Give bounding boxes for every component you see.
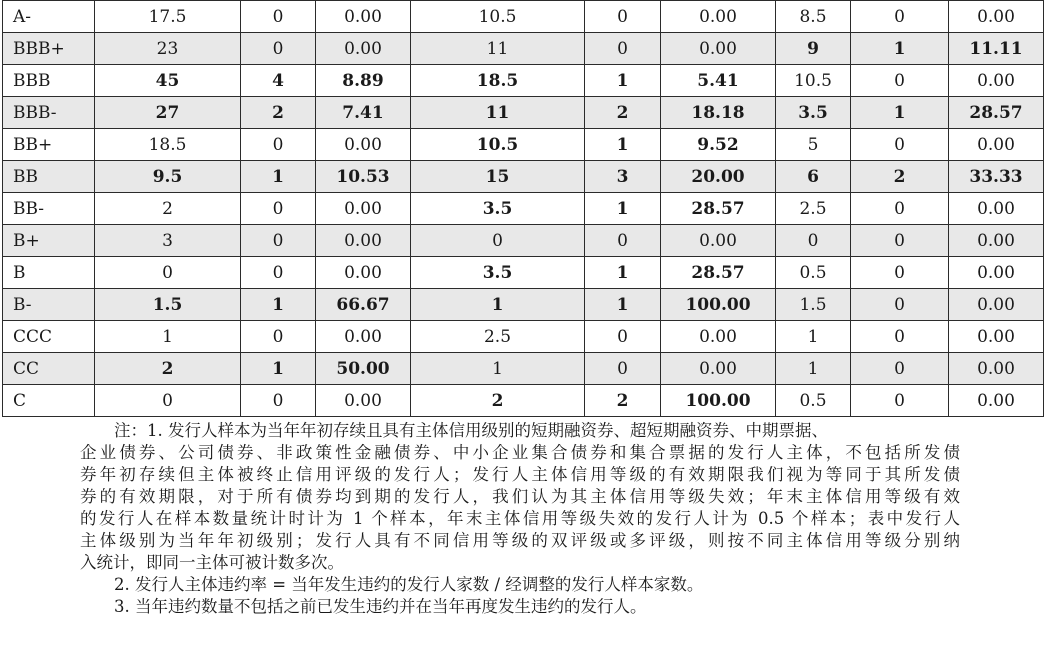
rating-cell: BBB <box>3 65 95 97</box>
table-cell: 23 <box>95 33 241 65</box>
table-cell: 2 <box>851 161 949 193</box>
table-cell: 0 <box>241 257 316 289</box>
table-cell: 0.00 <box>661 33 776 65</box>
rating-cell: B+ <box>3 225 95 257</box>
table-cell: 10.53 <box>316 161 411 193</box>
table-cell: 45 <box>95 65 241 97</box>
table-cell: 8.5 <box>776 1 851 33</box>
table-cell: 0 <box>851 257 949 289</box>
table-cell: 17.5 <box>95 1 241 33</box>
table-cell: 1 <box>411 353 585 385</box>
table-cell: 8.89 <box>316 65 411 97</box>
table-cell: 0 <box>585 321 661 353</box>
table-cell: 0.00 <box>949 257 1044 289</box>
table-cell: 0.00 <box>949 193 1044 225</box>
table-cell: 7.41 <box>316 97 411 129</box>
table-cell: 0.00 <box>949 225 1044 257</box>
rating-cell: BB+ <box>3 129 95 161</box>
table-cell: 18.18 <box>661 97 776 129</box>
table-cell: 0 <box>776 225 851 257</box>
table-cell: 33.33 <box>949 161 1044 193</box>
rating-cell: A- <box>3 1 95 33</box>
table-cell: 0 <box>585 225 661 257</box>
table-cell: 0.00 <box>316 129 411 161</box>
rating-cell: B- <box>3 289 95 321</box>
table-cell: 0.00 <box>949 353 1044 385</box>
table-row <box>3 225 1044 257</box>
table-cell: 5 <box>776 129 851 161</box>
table-cell: 0.5 <box>776 257 851 289</box>
table-cell: 11 <box>411 33 585 65</box>
table-cell: 0.00 <box>949 385 1044 417</box>
default-rate-table <box>2 0 1044 417</box>
table-cell: 1 <box>585 65 661 97</box>
table-cell: 0.5 <box>776 385 851 417</box>
table-cell: 0 <box>241 225 316 257</box>
rating-cell: B <box>3 257 95 289</box>
table-cell: 0.00 <box>316 385 411 417</box>
table-cell: 28.57 <box>661 257 776 289</box>
table-cell: 0.00 <box>316 193 411 225</box>
table-cell: 2 <box>95 353 241 385</box>
table-cell: 0.00 <box>949 321 1044 353</box>
table-cell: 5.41 <box>661 65 776 97</box>
table-cell: 10.5 <box>411 1 585 33</box>
table-cell: 3 <box>95 225 241 257</box>
table-cell: 0.00 <box>316 225 411 257</box>
table-row <box>3 289 1044 321</box>
rating-cell: CCC <box>3 321 95 353</box>
table-cell: 2 <box>241 97 316 129</box>
table-cell: 0 <box>411 225 585 257</box>
rating-cell: BBB- <box>3 97 95 129</box>
note-3: 3. 当年违约数量不包括之前已发生违约并在当年再度发生违约的发行人。 <box>114 597 647 616</box>
table-row <box>3 129 1044 161</box>
table-body <box>3 1 1044 417</box>
note-1-line: 入统计，即同一主体可被计数多次。 <box>80 553 344 572</box>
table-cell: 0 <box>585 353 661 385</box>
table-cell: 0 <box>585 1 661 33</box>
rating-cell: CC <box>3 353 95 385</box>
table-cell: 1 <box>776 321 851 353</box>
table-cell: 9 <box>776 33 851 65</box>
note-2: 2. 发行人主体违约率 = 当年发生违约的发行人家数 / 经调整的发行人样本家数。 <box>114 575 704 594</box>
table-cell: 0.00 <box>949 289 1044 321</box>
table-cell: 1 <box>241 353 316 385</box>
table-cell: 2 <box>585 97 661 129</box>
table-row <box>3 385 1044 417</box>
table-cell: 0.00 <box>316 257 411 289</box>
table-cell: 0 <box>95 385 241 417</box>
table-cell: 10.5 <box>411 129 585 161</box>
table-cell: 0 <box>241 385 316 417</box>
table-cell: 0.00 <box>949 129 1044 161</box>
table-cell: 1.5 <box>95 289 241 321</box>
table-row <box>3 161 1044 193</box>
table-cell: 0 <box>851 1 949 33</box>
notes <box>0 420 980 618</box>
table-cell: 1 <box>95 321 241 353</box>
table-cell: 0 <box>241 1 316 33</box>
table-cell: 1 <box>851 33 949 65</box>
table-cell: 0 <box>851 65 949 97</box>
table-cell: 1 <box>241 289 316 321</box>
table-cell: 3 <box>585 161 661 193</box>
table-cell: 100.00 <box>661 289 776 321</box>
table-cell: 0.00 <box>661 225 776 257</box>
table-cell: 11 <box>411 97 585 129</box>
note-1-line: 注：1. 发行人样本为当年年初存续且具有主体信用级别的短期融资券、超短期融资券、中期票据、 <box>114 421 828 440</box>
table-cell: 100.00 <box>661 385 776 417</box>
table-cell: 0 <box>851 385 949 417</box>
table-cell: 1 <box>585 289 661 321</box>
note-1-line: 券的有效期限，对于所有债券均到期的发行人，我们认为其主体信用等级失效；年末主体信用等级有效 <box>80 487 960 506</box>
table-row <box>3 65 1044 97</box>
table-cell: 1.5 <box>776 289 851 321</box>
table-row <box>3 33 1044 65</box>
table-cell: 20.00 <box>661 161 776 193</box>
table-cell: 0 <box>851 321 949 353</box>
rating-cell: C <box>3 385 95 417</box>
table-cell: 0.00 <box>316 321 411 353</box>
note-1 <box>0 420 980 574</box>
table-cell: 1 <box>851 97 949 129</box>
table-cell: 18.5 <box>95 129 241 161</box>
table-cell: 0.00 <box>316 33 411 65</box>
table-cell: 0 <box>851 193 949 225</box>
table-cell: 0.00 <box>661 321 776 353</box>
rating-cell: BB <box>3 161 95 193</box>
table-row <box>3 257 1044 289</box>
table-cell: 3.5 <box>411 193 585 225</box>
table-cell: 0 <box>585 33 661 65</box>
table-cell: 2.5 <box>776 193 851 225</box>
table-cell: 0.00 <box>316 1 411 33</box>
table-row <box>3 353 1044 385</box>
table-cell: 10.5 <box>776 65 851 97</box>
table-cell: 3.5 <box>411 257 585 289</box>
note-1-line: 的发行人在样本数量统计时计为 1 个样本，年末主体信用等级失效的发行人计为 0.5 个样本；表中发行人 <box>80 509 960 528</box>
table-cell: 2.5 <box>411 321 585 353</box>
note-1-line: 企业债券、公司债券、非政策性金融债券、中小企业集合债券和集合票据的发行人主体，不包括所发债 <box>80 443 960 462</box>
table-cell: 28.57 <box>661 193 776 225</box>
table-cell: 0 <box>241 129 316 161</box>
table-row <box>3 1 1044 33</box>
table-cell: 1 <box>585 129 661 161</box>
table-cell: 0.00 <box>949 1 1044 33</box>
table-cell: 28.57 <box>949 97 1044 129</box>
table-cell: 0 <box>241 33 316 65</box>
table-cell: 0 <box>851 225 949 257</box>
table-cell: 1 <box>241 161 316 193</box>
table-cell: 9.52 <box>661 129 776 161</box>
table-cell: 4 <box>241 65 316 97</box>
table-cell: 2 <box>585 385 661 417</box>
table-cell: 0 <box>851 289 949 321</box>
table-cell: 1 <box>776 353 851 385</box>
table-cell: 11.11 <box>949 33 1044 65</box>
table-cell: 0.00 <box>661 353 776 385</box>
table-cell: 1 <box>411 289 585 321</box>
table-cell: 0 <box>851 353 949 385</box>
table-cell: 50.00 <box>316 353 411 385</box>
table-cell: 27 <box>95 97 241 129</box>
table-row <box>3 97 1044 129</box>
table-cell: 15 <box>411 161 585 193</box>
table-cell: 2 <box>411 385 585 417</box>
table-cell: 0 <box>241 193 316 225</box>
rating-cell: BB- <box>3 193 95 225</box>
table-cell: 66.67 <box>316 289 411 321</box>
table-cell: 0 <box>851 129 949 161</box>
table-cell: 0 <box>95 257 241 289</box>
table-row <box>3 193 1044 225</box>
table-cell: 1 <box>585 193 661 225</box>
table-cell: 6 <box>776 161 851 193</box>
note-1-line: 主体级别为当年年初级别；发行人具有不同信用等级的双评级或多评级，则按不同主体信用等级分别纳 <box>80 531 960 550</box>
table-cell: 9.5 <box>95 161 241 193</box>
table-cell: 3.5 <box>776 97 851 129</box>
table-cell: 0.00 <box>949 65 1044 97</box>
note-1-line: 券年初存续但主体被终止信用评级的发行人；发行人主体信用等级的有效期限我们视为等同于其所发债 <box>80 465 960 484</box>
rating-cell: BBB+ <box>3 33 95 65</box>
table-cell: 1 <box>585 257 661 289</box>
table-cell: 2 <box>95 193 241 225</box>
table-cell: 0.00 <box>661 1 776 33</box>
table-cell: 18.5 <box>411 65 585 97</box>
table-cell: 0 <box>241 321 316 353</box>
table-row <box>3 321 1044 353</box>
